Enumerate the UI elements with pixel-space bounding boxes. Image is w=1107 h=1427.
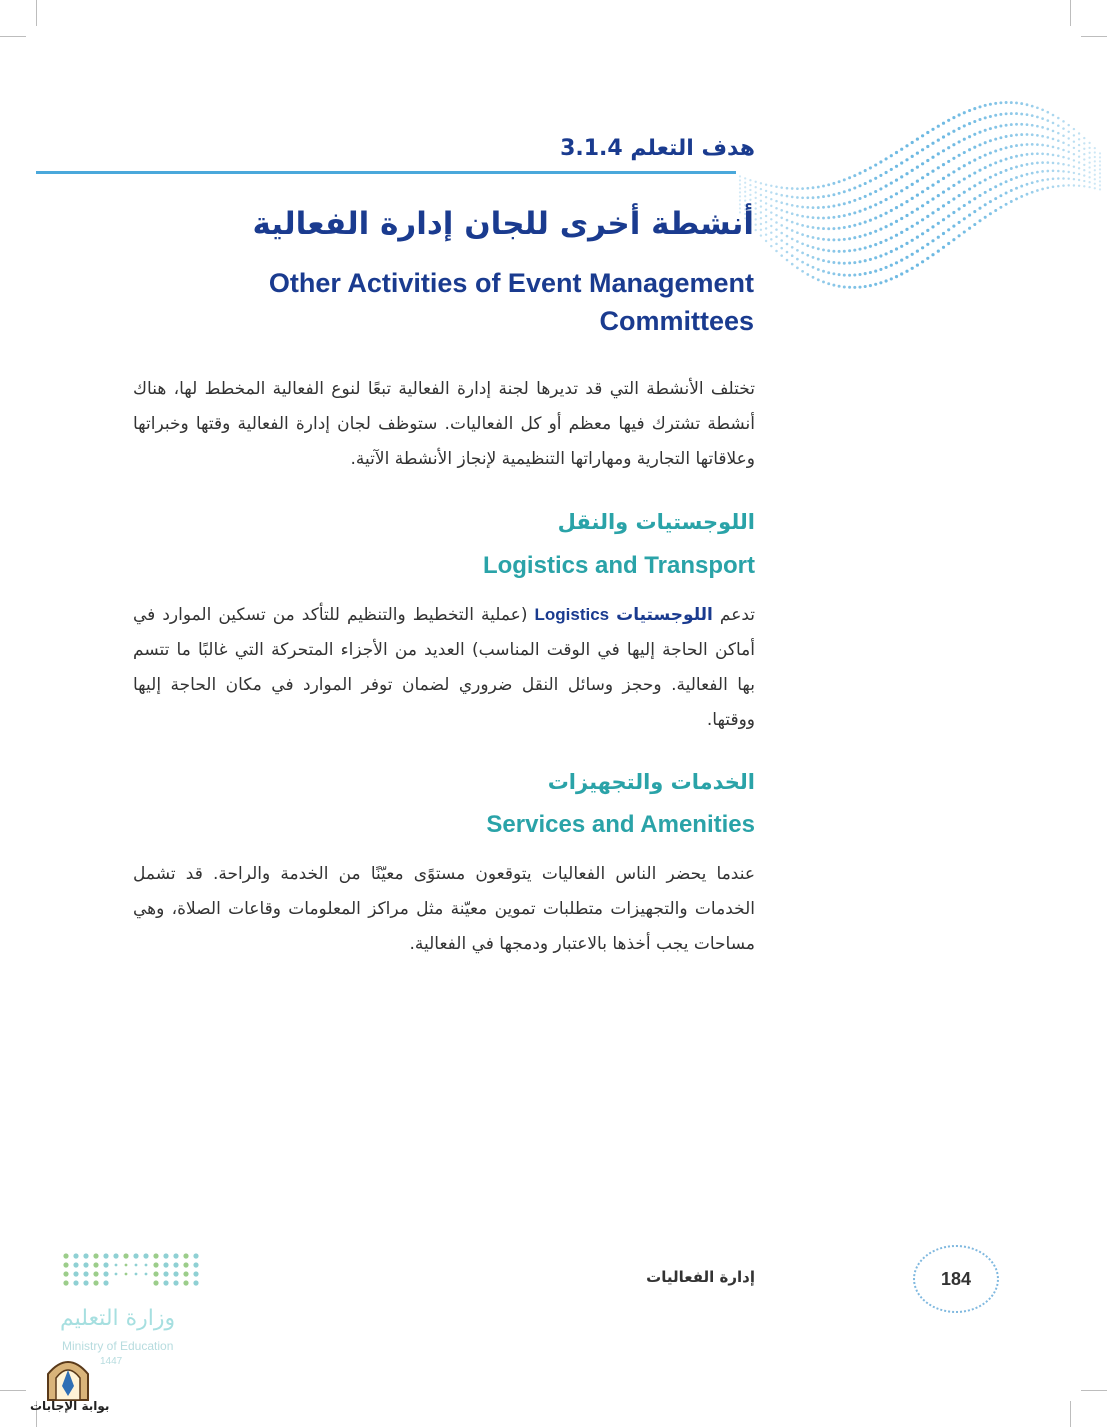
page-title-english: Other Activities of Event Management Committees (268, 268, 754, 336)
ministry-logo-icon (60, 1250, 200, 1290)
crop-mark (1070, 1401, 1071, 1427)
page-title-arabic: أنشطة أخرى للجان إدارة الفعالية (252, 206, 754, 242)
page-number: 184 (940, 1268, 972, 1289)
crop-mark (1081, 36, 1107, 37)
crop-mark (36, 0, 37, 26)
key-term-arabic: اللوجستيات (616, 605, 713, 625)
crop-mark (1070, 0, 1071, 26)
learning-goal-label: هدف التعلم 3.1.4 (560, 136, 755, 161)
paragraph-lead: تدعم (712, 605, 755, 625)
watermark-text: بوابة الإجابات (30, 1399, 110, 1413)
crop-mark (0, 36, 26, 37)
section-heading-arabic: الخدمات والتجهيزات (547, 770, 755, 794)
page-number-badge (913, 1245, 999, 1313)
header-divider (36, 171, 736, 174)
book-title: إدارة الفعاليات (646, 1268, 755, 1286)
key-term-english: Logistics (534, 605, 610, 624)
decorative-wave (700, 80, 1107, 320)
crop-mark (1081, 1390, 1107, 1391)
section-paragraph: عندما يحضر الناس الفعاليات يتوقعون مستوًى معيّنًا من الخدمة والراحة. قد تشمل الخدمات والتجهيزات متطلبات تموين معيّنة مثل مراكز المعلومات وقاعات الصلاة، وهي مساحات يجب أخذها بالاعتبار ودمجها في الفعالية. (133, 864, 755, 954)
section-paragraph (133, 597, 755, 738)
crop-mark (0, 1390, 26, 1391)
paragraph-body: (عملية التخطيط والتنظيم للتأكد من تسكين الموارد في أماكن الحاجة إليها في الوقت المناسب) العديد من الأجزاء المتحركة التي غالبًا ما تتسم بها الفعالية. وحجز وسائل النقل ضروري لضمان توفر الموارد في مكان الحاجة إليها ووقتها. (133, 605, 755, 730)
section-heading-english: Logistics and Transport (482, 552, 755, 579)
ministry-name-arabic: وزارة التعليم (60, 1306, 176, 1331)
watermark-logo-icon (44, 1352, 92, 1402)
section-heading-english: Services and Amenities (486, 811, 755, 838)
intro-paragraph: تختلف الأنشطة التي قد تديرها لجنة إدارة الفعالية تبعًا لنوع الفعالية المخطط لها، هناك أنشطة تشترك فيها معظم أو كل الفعاليات. ستوظف لجان إدارة الفعالية وقتها وخبراتها وعلاقاتها التجارية ومهاراتها التنظيمية لإنجاز الأنشطة الآتية. (133, 379, 755, 469)
ministry-year: 1447 (100, 1356, 123, 1367)
section-heading-arabic: اللوجستيات والنقل (557, 510, 755, 534)
ministry-name-english: Ministry of Education (62, 1339, 174, 1353)
